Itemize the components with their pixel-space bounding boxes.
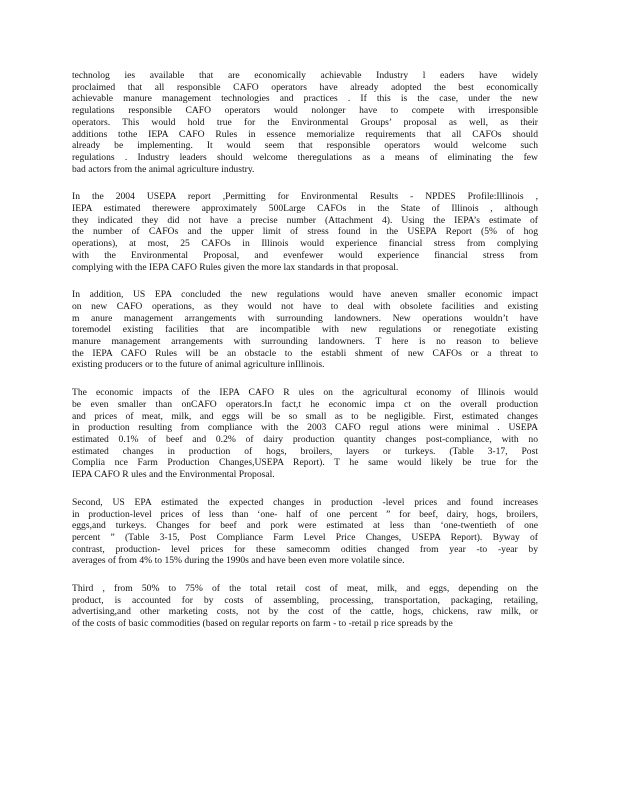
- text-line: In addition, US EPA concluded the new regulations would have aneven smaller economic impact: [72, 289, 538, 301]
- text-line: existing producers or to the future of animal agriculture inIllinois.: [72, 359, 325, 371]
- text-line: In the 2004 USEPA report ,Permitting for Environmental Results - NPDES Profile:Illinois ,: [72, 191, 538, 203]
- text-line: m anure management arrangements with surrounding landowners. New operations wouldn’t have: [72, 312, 538, 324]
- text-line: complying with the IEPA CAFO Rules given the more lax standards in that proposal.: [72, 261, 399, 273]
- text-line: IEPA estimated therewere approximately 500Large CAFOs in the State of Illinois , although: [72, 203, 538, 215]
- text-line: product, is accounted for by costs of assembling, processing, transportation, packaging, retailing,: [72, 594, 538, 606]
- text-line: estimated changes in production of hogs, broilers, layers or turkeys. (Table 3-17, Post: [72, 445, 538, 457]
- text-line: additions tothe IEPA CAFO Rules in essence memorialize requirements that all CAFOs should: [72, 128, 538, 140]
- text-line: contrast, production- level prices for these samecomm odities changed from year -to -year by: [72, 543, 538, 555]
- text-line: advertising,and other marketing costs, not by the cost of the cattle, hogs, chickens, raw milk, or: [72, 606, 538, 618]
- text-line: the IEPA CAFO Rules will be an obstacle to the establi shment of new CAFOs or a threat to: [72, 347, 538, 359]
- text-line: bad actors from the animal agriculture industry.: [72, 163, 255, 175]
- text-line: percent ” (Table 3-15, Post Compliance Farm Level Price Changes, USEPA Report). Byway of: [72, 531, 538, 543]
- text-line: proclaimed that all responsible CAFO operators have already adopted the best economically: [72, 81, 538, 93]
- text-line: The economic impacts of the IEPA CAFO R ules on the agricultural economy of Illinois would: [72, 387, 538, 399]
- text-line: the number of CAFOs and the upper limit of stress found in the USEPA Report (5% of hog: [72, 226, 538, 238]
- text-line: regulations responsible CAFO operators would nolonger have to compete with irresponsible: [72, 105, 538, 117]
- text-line: in production-level prices of less than ‘one- half of one percent ” for beef, dairy, hogs, broilers,: [72, 508, 538, 520]
- paragraph: [72, 191, 538, 273]
- text-line: Complia nce Farm Production Changes,USEPA Report). T he same would likely be true for the: [72, 457, 538, 469]
- text-line: averages of from 4% to 15% during the 1990s and have been even more volatile since.: [72, 555, 405, 567]
- text-line: and prices of meat, milk, and eggs will be so small as to be negligible. First, estimated changes: [72, 410, 538, 422]
- paragraph: [72, 583, 538, 630]
- paragraph: [72, 497, 538, 567]
- text-line: IEPA CAFO R ules and the Environmental Proposal.: [72, 469, 275, 481]
- paragraph: [72, 289, 538, 371]
- text-line: with the Environmental Proposal, and evenfewer would experience financial stress from: [72, 249, 538, 261]
- text-line: of the costs of basic commodities (based on regular reports on farm - to -retail p rice spreads by the: [72, 618, 453, 630]
- text-line: be even smaller than onCAFO operators.In fact,t he economic impa ct on the overall production: [72, 398, 538, 410]
- document-body: [72, 70, 538, 646]
- text-line: achievable manure management technologies and practices . If this is the case, under the new: [72, 93, 538, 105]
- text-line: estimated 0.1% of beef and 0.2% of dairy production quantity changes post-compliance, with no: [72, 433, 538, 445]
- text-line: Second, US EPA estimated the expected changes in production -level prices and found increases: [72, 496, 538, 508]
- text-line: eggs,and turkeys. Changes for beef and pork were estimated at less than ‘one-twentieth of one: [72, 520, 538, 532]
- text-line: already be implementing. It would seem that responsible operators would welcome such: [72, 140, 538, 152]
- text-line: toremodel existing facilities that are incompatible with new regulations or renegotiate existing: [72, 324, 538, 336]
- text-line: regulations . Industry leaders should welcome theregulations as a means of eliminating the few: [72, 151, 538, 163]
- text-line: operations), at most, 25 CAFOs in Illinois would experience financial stress from complying: [72, 238, 538, 250]
- text-line: operators. This would hold true for the Environmental Groups’ proposal as well, as their: [72, 116, 538, 128]
- text-line: manure management arrangements with surrounding landowners. T here is no reason to believe: [72, 336, 538, 348]
- paragraph: [72, 387, 538, 481]
- text-line: on new CAFO operations, as they would not have to deal with obsolete facilities and existing: [72, 300, 538, 312]
- text-line: Third , from 50% to 75% of the total retail cost of meat, milk, and eggs, depending on the: [72, 583, 538, 595]
- text-line: they indicated they did not have a precise number (Attachment 4). Using the IEPA’s estimate of: [72, 214, 538, 226]
- text-line: in production resulting from compliance with the 2003 CAFO regul ations were minimal . USEPA: [72, 422, 538, 434]
- text-line: technolog ies available that are economically achievable Industry l eaders have widely: [72, 70, 538, 81]
- paragraph: [72, 70, 538, 175]
